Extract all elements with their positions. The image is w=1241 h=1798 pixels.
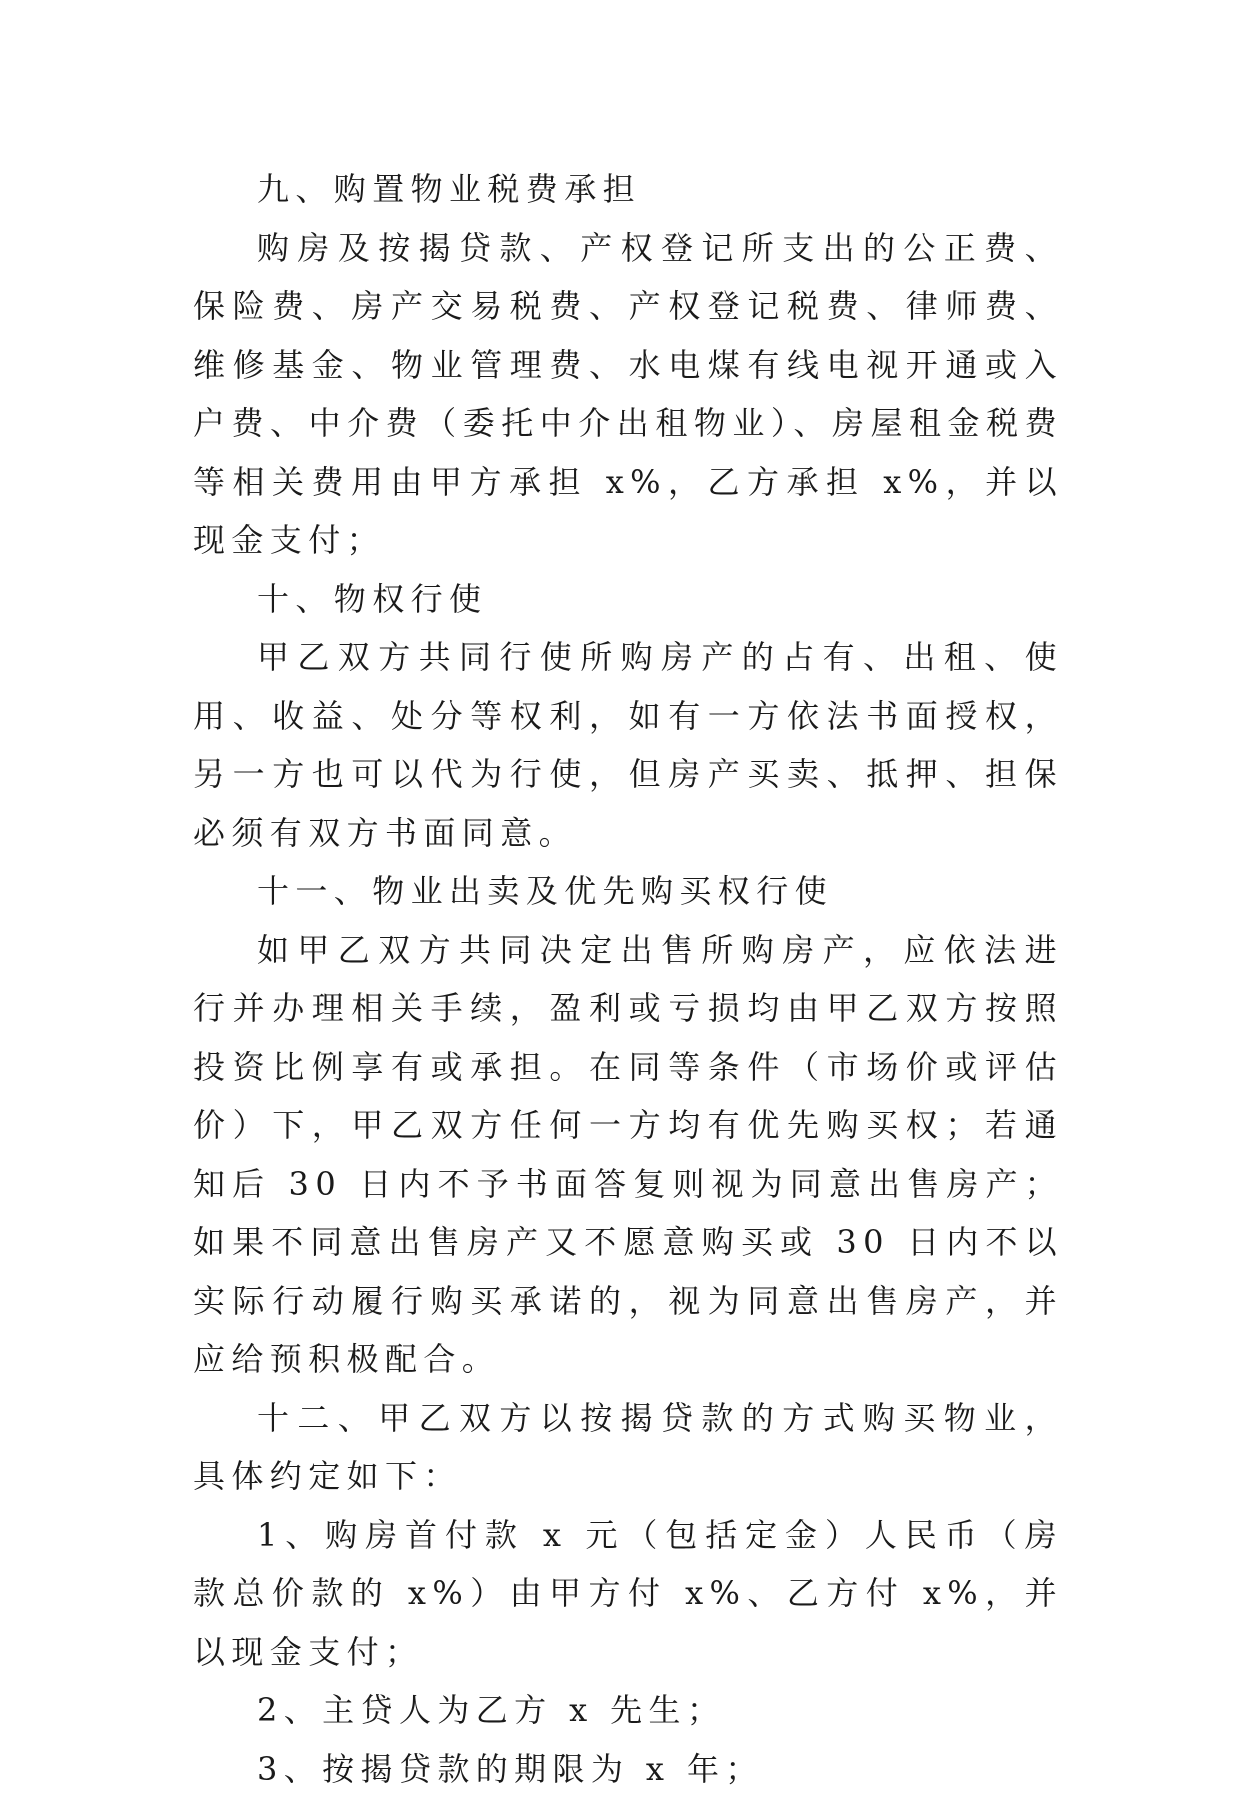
section-10-heading: 十、物权行使 xyxy=(193,570,1063,629)
section-11-heading: 十一、物业出卖及优先购买权行使 xyxy=(193,862,1063,921)
section-12-item-2: 2、主贷人为乙方 x 先生； xyxy=(193,1681,1063,1740)
section-12-item-3: 3、按揭贷款的期限为 x 年； xyxy=(193,1740,1063,1798)
section-10-body: 甲乙双方共同行使所购房产的占有、出租、使用、收益、处分等权利，如有一方依法书面授权，另一方也可以代为行使，但房产买卖、抵押、担保必须有双方书面同意。 xyxy=(193,628,1063,862)
section-12-item-1: 1、购房首付款 x 元（包括定金）人民币（房款总价款的 x%）由甲方付 x%、乙方付 x%，并以现金支付； xyxy=(193,1506,1063,1682)
section-12-heading: 十二、甲乙双方以按揭贷款的方式购买物业，具体约定如下： xyxy=(193,1389,1063,1506)
section-9-body: 购房及按揭贷款、产权登记所支出的公正费、保险费、房产交易税费、产权登记税费、律师费、维修基金、物业管理费、水电煤有线电视开通或入户费、中介费（委托中介出租物业）、房屋租金税费等相关费用由甲方承担 x%，乙方承担 x%，并以现金支付； xyxy=(193,219,1063,570)
document-page xyxy=(193,160,1063,1798)
section-11-body: 如甲乙双方共同决定出售所购房产，应依法进行并办理相关手续，盈利或亏损均由甲乙双方按照投资比例享有或承担。在同等条件（市场价或评估价）下，甲乙双方任何一方均有优先购买权；若通知后 30 日内不予书面答复则视为同意出售房产；如果不同意出售房产又不愿意购买或 30 日内不以实际行动履行购买承诺的，视为同意出售房产，并应给预积极配合。 xyxy=(193,921,1063,1389)
section-9-heading: 九、购置物业税费承担 xyxy=(193,160,1063,219)
